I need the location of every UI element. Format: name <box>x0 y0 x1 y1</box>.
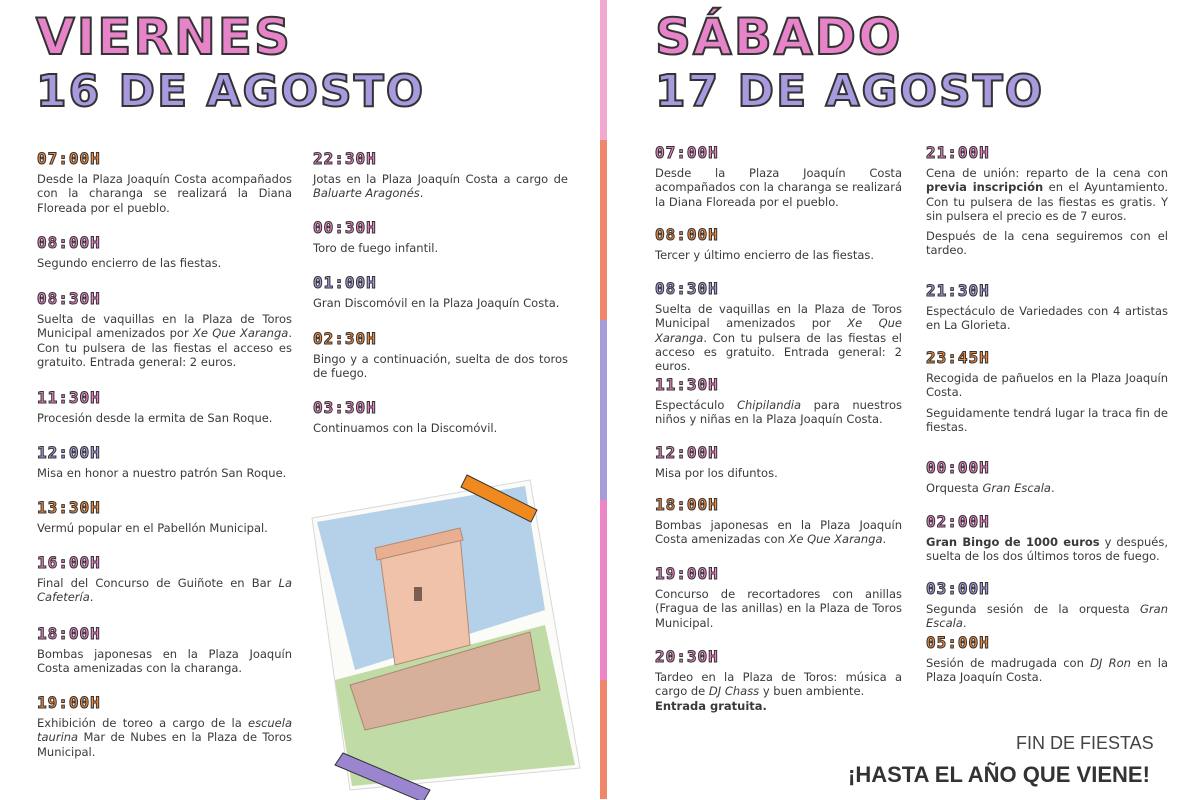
event-description <box>37 647 292 676</box>
event-time: 22:30H <box>313 149 377 168</box>
event-text: Orquesta <box>926 481 983 495</box>
event-text: Chipilandia <box>736 398 802 412</box>
event <box>926 634 1168 685</box>
event-time: 11:30H <box>655 375 719 394</box>
right-date-title: 17 DE AGOSTO <box>655 66 1045 117</box>
event <box>313 150 568 201</box>
event-text: Baluarte Aragonés <box>313 186 420 201</box>
event-text: Tardeo en la Plaza de Toros: música a cargo de <box>655 670 902 699</box>
event-time: 19:00H <box>37 693 101 712</box>
event <box>926 459 1168 495</box>
event-time: 03:30H <box>313 398 377 417</box>
event <box>926 513 1168 564</box>
event-description <box>926 481 1168 495</box>
event-description <box>926 371 1168 434</box>
event-text: escuela taurina <box>37 716 292 745</box>
event-text: Toro de fuego infantil. <box>313 241 439 255</box>
event <box>37 625 292 676</box>
event <box>37 694 292 759</box>
event-text: Concurso de recortadores con anillas (Fragua de las anillas) en la Plaza de Toros Municipal. <box>655 587 902 630</box>
event <box>926 580 1168 631</box>
event-text: Mar de Nubes en la Plaza de Toros Municipal. <box>37 730 292 759</box>
event-description <box>926 656 1168 685</box>
divider-orange <box>600 140 607 320</box>
event-text: Procesión desde la ermita de San Roque. <box>37 411 273 425</box>
event-text: Xe Que Xaranga <box>192 326 289 341</box>
event-description <box>926 304 1168 333</box>
left-date-title: 16 DE AGOSTO <box>36 66 426 117</box>
event-time: 18:00H <box>37 624 101 643</box>
event-text: Desde la Plaza Joaquín Costa acompañados con la charanga se realizará la Diana Floreada por el pueblo. <box>655 166 902 209</box>
event-text: Desde la Plaza Joaquín Costa acompañados con la charanga se realizará la Diana Floreada por el pueblo. <box>37 172 292 215</box>
event-text: Bombas japonesas en la Plaza Joaquín Costa amenizadas con <box>655 518 902 547</box>
event <box>655 444 902 480</box>
event-text: Exhibición de toreo a cargo de la <box>37 716 248 730</box>
event <box>37 444 292 480</box>
event-time: 11:30H <box>37 388 101 407</box>
event <box>37 499 292 535</box>
event <box>655 376 902 427</box>
event-time: 19:00H <box>655 564 719 583</box>
event-time: 08:30H <box>655 279 719 298</box>
event-description <box>926 166 1168 258</box>
event-time: 07:00H <box>655 143 719 162</box>
event <box>655 648 902 713</box>
event-text: Segundo encierro de las fiestas. <box>37 256 222 270</box>
event-text: DJ Ron <box>1090 656 1131 670</box>
hasta-el-ano-que-viene-text: ¡HASTA EL AÑO QUE VIENE! <box>848 762 1150 787</box>
event-description <box>37 411 292 425</box>
event-description <box>37 521 292 535</box>
event-text: Espectáculo de Variedades con 4 artistas en La Glorieta. <box>926 304 1168 333</box>
event-time: 23:45H <box>926 348 990 367</box>
event-time: 16:00H <box>37 553 101 572</box>
event-text: Gran Escala <box>982 481 1051 495</box>
event-description <box>313 421 568 435</box>
event-time: 08:00H <box>37 233 101 252</box>
event-text: para nuestros niños y niñas en la Plaza Joaquín Costa. <box>655 398 903 427</box>
event-time: 02:30H <box>313 329 377 348</box>
event-text: Segunda sesión de la orquesta <box>926 602 1141 616</box>
divider-pink <box>600 0 607 140</box>
event-time: 00:00H <box>926 458 990 477</box>
event-description <box>655 670 902 713</box>
event-text: Tercer y último encierro de las fiestas. <box>655 248 875 262</box>
event-text: Recogida de pañuelos en la Plaza Joaquín Costa. <box>926 371 1168 400</box>
event-text: previa inscripción <box>926 180 1044 195</box>
event-text: . Con tu pulsera de las fiestas el acceso es gratuito. Entrada general: 2 euros. <box>37 326 292 369</box>
event-description <box>655 302 902 373</box>
event-text: Final del Concurso de Guiñote en Bar <box>37 576 279 590</box>
right-day-title: SÁBADO <box>655 8 903 66</box>
event-description <box>655 248 902 262</box>
event <box>313 219 568 255</box>
event <box>926 282 1168 333</box>
event <box>655 565 902 630</box>
event <box>37 554 292 605</box>
castle-drawing-illustration <box>295 460 615 800</box>
event-text: Misa en honor a nuestro patrón San Roque. <box>37 466 287 480</box>
event-text: Jotas en la Plaza Joaquín Costa a cargo de <box>313 172 568 186</box>
left-day-title: VIERNES <box>36 8 292 66</box>
event-description <box>655 518 902 547</box>
event-description <box>37 716 292 759</box>
event-time: 03:00H <box>926 579 990 598</box>
event-description <box>926 535 1168 564</box>
event-time: 12:00H <box>37 443 101 462</box>
fin-de-fiestas-text: FIN DE FIESTAS <box>1016 733 1154 753</box>
event <box>37 389 292 425</box>
event-text: . <box>419 186 424 201</box>
event-text: Continuamos con la Discomóvil. <box>313 421 498 435</box>
event-text: Entrada gratuita. <box>655 698 767 713</box>
event <box>313 399 568 435</box>
event <box>655 226 902 262</box>
event-description <box>655 166 902 209</box>
event-text: La Cafetería <box>37 576 292 605</box>
event-text: Bombas japonesas en la Plaza Joaquín Costa amenizadas con la charanga. <box>37 647 292 676</box>
event-text: Misa por los difuntos. <box>655 466 778 480</box>
event-description <box>655 587 902 630</box>
event-time: 20:30H <box>655 647 719 666</box>
event <box>926 349 1168 434</box>
event-description <box>37 466 292 480</box>
event-text: . <box>882 532 887 547</box>
event-text: Gran Discomóvil en la Plaza Joaquín Costa. <box>313 296 560 310</box>
event <box>655 280 902 373</box>
tower-window <box>414 587 422 601</box>
event-description <box>37 256 292 270</box>
event <box>37 150 292 215</box>
event-text: en el Ayuntamiento. Con tu pulsera de las fiestas es gratis. Y sin pulsera el precio es de 7 euros. <box>926 180 1169 223</box>
event-time: 08:30H <box>37 289 101 308</box>
event-time: 08:00H <box>655 225 719 244</box>
event-text: . <box>89 590 94 605</box>
event-description <box>313 296 568 310</box>
event-time: 00:30H <box>313 218 377 237</box>
event <box>313 274 568 310</box>
event-description <box>655 466 902 480</box>
event-text: DJ Chass <box>708 684 760 699</box>
event-time: 21:30H <box>926 281 990 300</box>
event-text: Suelta de vaquillas en la Plaza de Toros Municipal amenizados por <box>655 302 902 331</box>
event-time: 21:00H <box>926 143 990 162</box>
event-text: . <box>962 616 967 631</box>
event-description <box>37 312 292 369</box>
event-text: en la Plaza Joaquín Costa. <box>926 656 1169 685</box>
event-description <box>37 172 292 215</box>
event-time: 18:00H <box>655 495 719 514</box>
event-time: 02:00H <box>926 512 990 531</box>
event-text: Seguidamente tendrá lugar la traca fin de fiestas. <box>926 405 1168 434</box>
event-text: Sesión de madrugada con <box>926 656 1091 670</box>
event-text: Xe Que Xaranga <box>788 532 883 547</box>
event-description <box>313 172 568 201</box>
event-time: 07:00H <box>37 149 101 168</box>
event-text: Gran Bingo de 1000 euros <box>926 535 1100 549</box>
event-text: Gran Escala <box>926 602 1168 631</box>
event-time: 13:30H <box>37 498 101 517</box>
event-description <box>313 352 568 381</box>
event-description <box>926 602 1168 631</box>
event-time: 01:00H <box>313 273 377 292</box>
event-description <box>37 576 292 605</box>
event-description <box>655 398 902 427</box>
event <box>37 290 292 369</box>
event <box>655 144 902 209</box>
event-text: Espectáculo <box>655 398 737 412</box>
event-text: . Con tu pulsera de las fiestas el acceso es gratuito. Entrada general: 2 euros. <box>655 330 902 374</box>
event-text: y después, suelta de los dos últimos toros de fuego. <box>926 535 1169 564</box>
event-text: . <box>1050 481 1055 495</box>
event-text: Suelta de vaquillas en la Plaza de Toros Municipal amenizados por <box>37 312 292 341</box>
event-description <box>313 241 568 255</box>
event <box>926 144 1168 258</box>
event-text: Xe Que Xaranga <box>655 316 902 345</box>
event-text: Vermú popular en el Pabellón Municipal. <box>37 521 268 535</box>
event-text: Después de la cena seguiremos con el tardeo. <box>926 229 1168 258</box>
event-text: Cena de unión: reparto de la cena con <box>926 166 1168 180</box>
event-text: Bingo y a continuación, suelta de dos toros de fuego. <box>313 352 568 381</box>
event-time: 12:00H <box>655 443 719 462</box>
event <box>37 234 292 270</box>
event-text: y buen ambiente. <box>759 684 865 699</box>
event-time: 05:00H <box>926 633 990 652</box>
event <box>655 496 902 547</box>
event <box>313 330 568 381</box>
